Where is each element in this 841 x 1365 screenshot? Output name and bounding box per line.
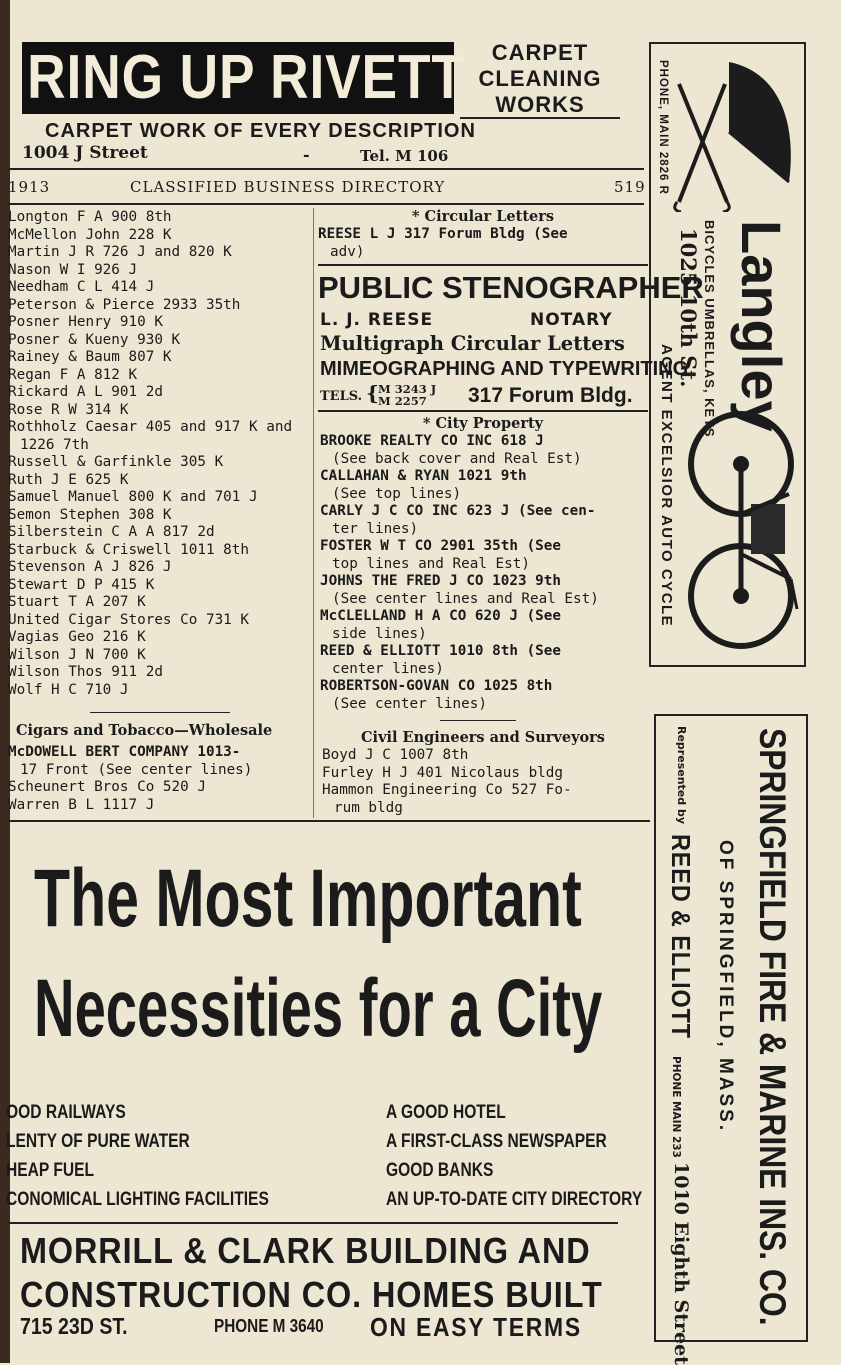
list-item: side lines) — [332, 625, 427, 642]
divider — [8, 1222, 618, 1224]
steno-address: 317 Forum Bldg. — [468, 384, 633, 407]
morrill-line-1-wrap — [20, 1230, 654, 1272]
steno-brace: { — [366, 381, 379, 405]
column-divider — [313, 208, 314, 818]
carpet-description: CARPET WORK OF EVERY DESCRIPTION — [45, 120, 476, 142]
page-number: 519 — [614, 178, 646, 196]
steno-tels — [378, 383, 436, 407]
list-item: Peterson & Pierce 2933 35th — [8, 296, 241, 313]
list-item: Scheunert Bros Co 520 J — [8, 779, 206, 795]
list-item: Martin J R 726 J and 820 K — [8, 244, 232, 260]
list-item: McCLELLAND H A CO 620 J (See — [320, 608, 562, 624]
list-item: United Cigar Stores Co 731 K — [8, 611, 250, 628]
list-item: Samuel Manuel 800 K and 701 J — [8, 489, 258, 505]
list-item: JOHNS THE FRED J CO 1023 9th — [320, 573, 562, 589]
springfield-agent: REED & ELLIOTT — [666, 834, 696, 1040]
list-item: CALLAHAN & RYAN 1021 9th — [320, 468, 527, 484]
list-item: (See center lines and Real Est) — [332, 590, 599, 607]
list-item: Rickard A L 901 2d — [8, 384, 163, 400]
civil-heading: Civil Engineers and Surveyors — [361, 729, 605, 746]
langley-phone: PHONE, MAIN 2826 R — [657, 60, 669, 195]
springfield-phone: PHONE MAIN 233 — [670, 1056, 682, 1158]
feature-item: CONOMICAL LIGHTING FACILITIES — [6, 1189, 269, 1210]
list-item: Wolf H C 710 J — [8, 681, 129, 698]
feature-item: HEAP FUEL — [6, 1160, 95, 1181]
springfield-name: SPRINGFIELD FIRE & MARINE INS. CO. — [752, 728, 793, 1326]
divider — [318, 410, 648, 412]
left-features — [6, 1098, 327, 1214]
springfield-represented: Represented by — [675, 726, 688, 824]
feature-item: LENTY OF PURE WATER — [6, 1131, 190, 1152]
morrill-address: 715 23D ST. — [20, 1313, 128, 1339]
list-item: Furley H J 401 Nicolaus bldg — [322, 764, 564, 781]
list-item: Starbuck & Criswell 1011 8th — [8, 541, 250, 558]
springfield-of: OF SPRINGFIELD, MASS. — [715, 840, 736, 1134]
works-line: WORKS — [495, 92, 585, 117]
necessities-ad-2 — [34, 962, 841, 1056]
list-item: Rainey & Baum 807 K — [8, 349, 172, 365]
divider — [440, 720, 516, 721]
list-item: rum bldg — [334, 799, 403, 816]
works-line: CLEANING — [478, 66, 602, 91]
steno-name: L. J. REESE — [320, 310, 434, 330]
list-item: Vagias Geo 216 K — [8, 629, 146, 645]
divider — [8, 168, 644, 170]
rivett-street: 1004 J Street — [22, 143, 148, 163]
list-item: 17 Front (See center lines) — [20, 761, 253, 778]
umbrella-icon — [669, 62, 797, 212]
list-item: ROBERTSON-GOVAN CO 1025 8th — [320, 678, 553, 694]
rivett-title: RING UP RIVETT — [27, 43, 465, 112]
list-item: Boyd J C 1007 8th — [322, 747, 469, 763]
divider — [8, 820, 650, 822]
city-property-heading: * City Property — [422, 415, 544, 432]
morrill-line-1: MORRILL & CLARK BUILDING AND — [20, 1230, 591, 1271]
steno-multigraph: Multigraph Circular Letters — [320, 332, 625, 355]
steno-mimeo: MIMEOGRAPHING AND TYPEWRITING — [320, 358, 689, 380]
langley-agent: AGENT EXCELSIOR AUTO CYCLE — [658, 344, 675, 628]
list-item: Needham C L 414 J — [8, 279, 155, 295]
list-item: Stevenson A J 826 J — [8, 559, 172, 575]
list-item: center lines) — [332, 660, 444, 677]
feature-item: A GOOD HOTEL — [386, 1102, 506, 1123]
left-listing — [8, 209, 292, 699]
list-item: REESE L J 317 Forum Bldg (See — [318, 226, 568, 242]
list-item: Warren B L 1117 J — [8, 796, 155, 813]
necessities-ad — [34, 852, 795, 946]
rivett-dash: - — [303, 145, 310, 164]
list-item: (See center lines) — [332, 695, 487, 712]
list-item: Russell & Garfinkle 305 K — [8, 454, 224, 470]
circular-listing — [318, 226, 568, 261]
morrill-terms-wrap — [370, 1312, 611, 1343]
feature-item: AN UP-TO-DATE CITY DIRECTORY — [386, 1189, 643, 1210]
list-item: (See back cover and Real Est) — [332, 450, 582, 467]
list-item: Wilson Thos 911 2d — [8, 664, 163, 680]
list-item: McMellon John 228 K — [8, 226, 172, 243]
cigars-listing — [8, 744, 252, 814]
langley-name: Langley — [730, 220, 793, 432]
steno-title: PUBLIC STENOGRAPHER — [318, 270, 704, 305]
list-item: BROOKE REALTY CO INC 618 J — [320, 433, 544, 449]
langley-ad — [649, 42, 806, 667]
langley-address: 1025 10th St. — [676, 228, 701, 388]
list-item: Nason W I 926 J — [8, 261, 138, 278]
list-item: top lines and Real Est) — [332, 555, 530, 572]
list-item: Posner Henry 910 K — [8, 314, 163, 330]
list-item: adv) — [330, 243, 365, 260]
list-item: FOSTER W T CO 2901 35th (See — [320, 538, 562, 554]
list-item: Silberstein C A A 817 2d — [8, 524, 215, 540]
list-item: Ruth J E 625 K — [8, 471, 129, 488]
morrill-line-2a-wrap — [20, 1274, 400, 1316]
city-property-listing — [320, 433, 599, 713]
steno-tel-1: M 3243 J — [378, 382, 437, 396]
rivett-banner — [22, 42, 465, 114]
list-item: REED & ELLIOTT 1010 8th (See — [320, 643, 562, 659]
morrill-terms: ON EASY TERMS — [370, 1312, 582, 1342]
works-line: CARPET — [491, 40, 589, 65]
motorcycle-icon — [681, 404, 801, 654]
morrill-line-2b-wrap — [372, 1274, 628, 1316]
list-item: Stewart D P 415 K — [8, 576, 155, 593]
langley-items: BICYCLES UMBRELLAS, KEYS — [702, 220, 717, 438]
list-item: Wilson J N 700 K — [8, 646, 146, 663]
morrill-phone-wrap — [214, 1316, 343, 1337]
list-item: Hammon Engineering Co 527 Fo- — [322, 782, 572, 798]
list-item: Rose R W 314 K — [8, 401, 129, 418]
list-item: Semon Stephen 308 K — [8, 506, 172, 523]
morrill-address-wrap — [20, 1313, 147, 1340]
list-item: ter lines) — [332, 520, 419, 537]
steno-tels-label: TELS. — [320, 389, 363, 404]
divider — [318, 264, 648, 266]
carpet-works-label — [460, 40, 620, 118]
list-item: Stuart T A 207 K — [8, 594, 146, 610]
list-item: Posner & Kueny 930 K — [8, 331, 181, 348]
morrill-phone: PHONE M 3640 — [214, 1316, 324, 1336]
springfield-address: 1010 Eighth Street — [670, 1162, 692, 1365]
divider — [90, 712, 230, 713]
necessities-line-1: The Most Important — [34, 853, 582, 944]
civil-listing — [322, 747, 572, 817]
divider — [8, 203, 644, 205]
directory-title: CLASSIFIED BUSINESS DIRECTORY — [130, 178, 446, 196]
rivett-tel: Tel. M 106 — [360, 147, 449, 165]
steno-notary: NOTARY — [530, 310, 613, 330]
list-item: Rothholz Caesar 405 and 917 K and — [8, 419, 293, 435]
list-item: McDOWELL BERT COMPANY 1013- — [8, 744, 241, 760]
necessities-line-2: Necessities for a City — [34, 963, 603, 1054]
list-item: (See top lines) — [332, 485, 462, 502]
list-item: Longton F A 900 8th — [8, 209, 172, 225]
steno-tel-2: M 2257 — [378, 394, 427, 408]
feature-item: A FIRST-CLASS NEWSPAPER — [386, 1131, 607, 1152]
morrill-line-2b: HOMES BUILT — [372, 1274, 603, 1315]
directory-year: 1913 — [8, 178, 51, 196]
feature-item: OOD RAILWAYS — [6, 1102, 126, 1123]
list-item: 1226 7th — [20, 436, 89, 453]
circular-heading: * Circular Letters — [411, 208, 555, 225]
list-item: CARLY J C CO INC 623 J (See cen- — [320, 503, 596, 519]
feature-item: GOOD BANKS — [386, 1160, 494, 1181]
divider — [460, 117, 620, 119]
morrill-line-2a: CONSTRUCTION CO. — [20, 1274, 362, 1315]
list-item: Regan F A 812 K — [8, 366, 138, 383]
cigars-heading: Cigars and Tobacco—Wholesale — [16, 722, 273, 739]
right-features — [386, 1098, 698, 1214]
